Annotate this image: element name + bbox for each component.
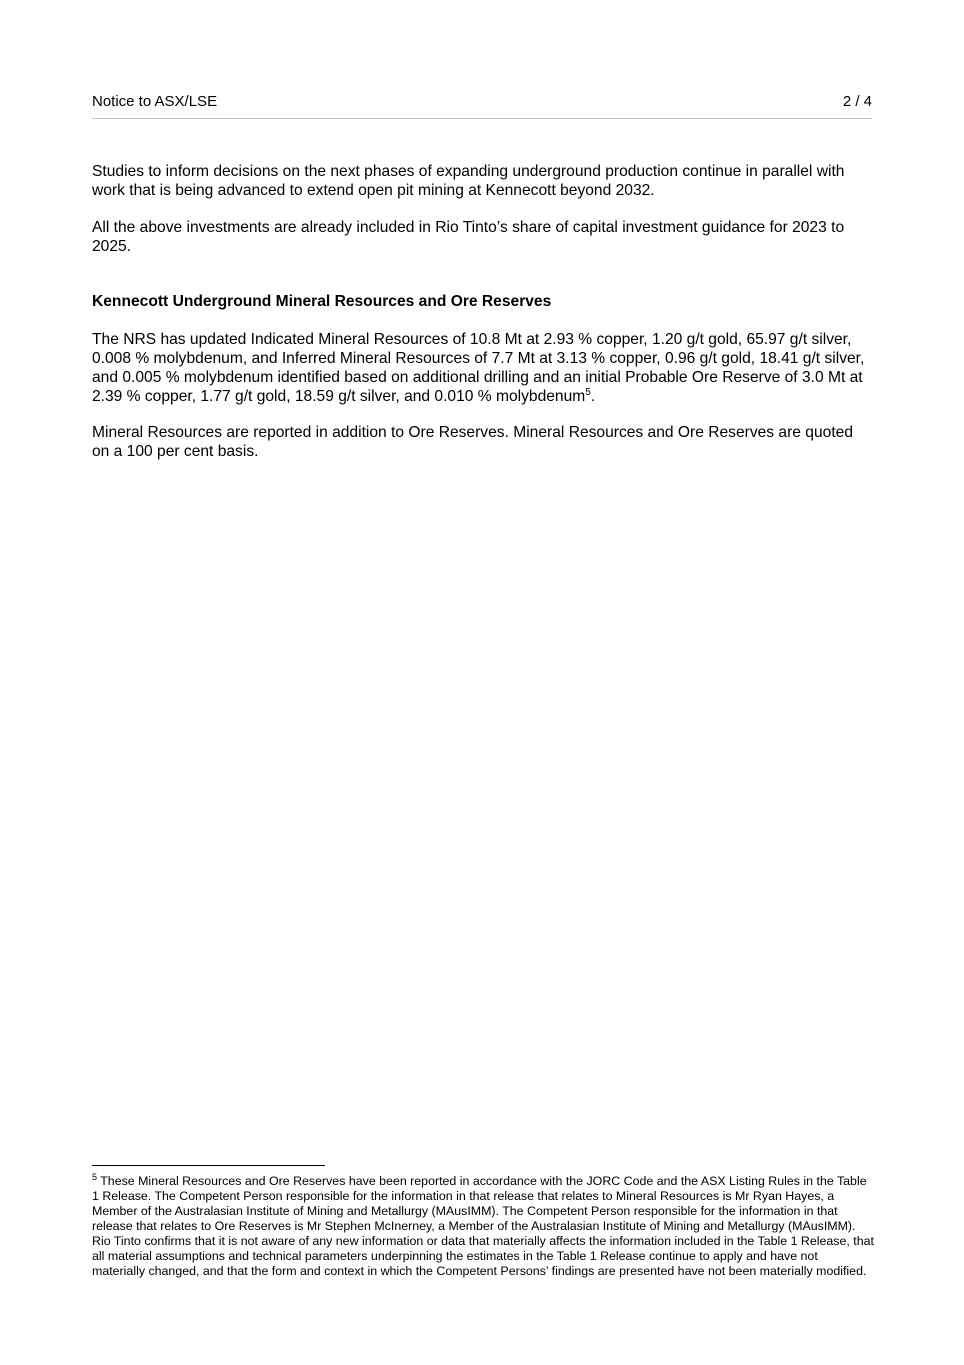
body-paragraph-basis: Mineral Resources are reported in addition to Ore Reserves. Mineral Resources and Ore Reserves are quoted on a 100 per cent basis. (92, 424, 853, 460)
footnote-text: These Mineral Resources and Ore Reserves have been reported in accordance with the JORC Code and the ASX Listing Rules in the Table 1 Release. The Competent Person responsible for the information in that release that relates to Mineral Resources is Mr Ryan Hayes, a Member of the Australasian Institute of Mining and Metallurgy (MAusIMM). The Competent Person responsible for the information in that release that relates to Ore Reserves is Mr Stephen McInerney, a Member of the Australasian Institute of Mining and Metallurgy (MAusIMM). Rio Tinto confirms that it is not aware of any new information or data that materially affects the information included in the Table 1 Release, that all material assumptions and technical parameters underpinning the estimates in the Table 1 Release continue to apply and have not materially changed, and that the form and context in which the Competent Persons’ findings are presented have not been materially modified. (92, 1174, 874, 1278)
page-number: 2 / 4 (842, 93, 872, 110)
resources-text-end: . (590, 388, 596, 405)
resources-text: The NRS has updated Indicated Mineral Resources of 10.8 Mt at 2.93 % copper, 1.20 g/t gold, 65.97 g/t silver, 0.008 % molybdenum, and Inferred Mineral Resources of 7.7 Mt at 3.13 % copper, 0.96 g/t gold, 18.41 g/t silver, and 0.005 % molybdenum identified based on additional drilling and an initial Probable Ore Reserve of 3.0 Mt at 2.39 % copper, 1.77 g/t gold, 18.59 g/t silver, and 0.010 % molybdenum (92, 331, 865, 405)
footnote-divider (92, 1165, 325, 1166)
body-paragraph-investments: All the above investments are already included in Rio Tinto’s share of capital investment guidance for 2023 to 2025. (92, 219, 845, 255)
page-header (92, 91, 872, 119)
body-paragraph-resources (92, 330, 872, 406)
footnote-reference[interactable]: 5 (585, 386, 591, 398)
body-paragraph-studies: Studies to inform decisions on the next phases of expanding underground production continue in parallel with work that is being advanced to extend open pit mining at Kennecott beyond 2032. (92, 163, 845, 199)
footnote (92, 1171, 874, 1279)
section-heading: Kennecott Underground Mineral Resources and Ore Reserves (92, 293, 552, 310)
document-title: Notice to ASX/LSE (92, 93, 218, 110)
footnote-number: 5 (92, 1171, 98, 1182)
